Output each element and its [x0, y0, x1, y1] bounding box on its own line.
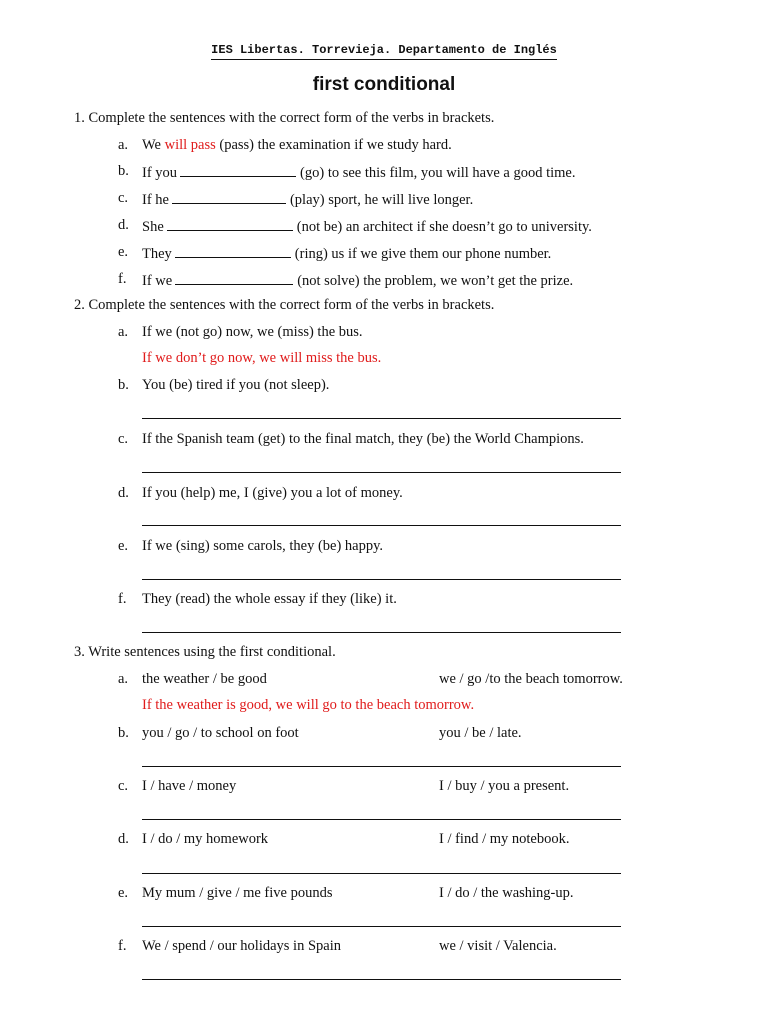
s1-example-post: (pass) the examination if we study hard.: [219, 137, 452, 153]
s1-example-sentence: [142, 138, 452, 153]
s1-letter-e: e.: [118, 244, 129, 260]
s1-item-c-pre: If he: [142, 192, 169, 208]
s2-item-c-prompt: If the Spanish team (get) to the final match, they (be) the World Champions.: [142, 431, 584, 447]
s1-example-answer: will pass: [164, 137, 216, 153]
s3-item-e-answer-line[interactable]: [142, 926, 621, 927]
s2-item-e-answer-line[interactable]: [142, 579, 621, 580]
s1-item-f-blank[interactable]: [175, 272, 293, 285]
s1-letter-a: a.: [118, 137, 129, 153]
s1-example-pre: We: [142, 137, 161, 153]
s1-item-f: [142, 272, 573, 289]
s3-example-left: the weather / be good: [142, 671, 267, 687]
s2-letter-e: e.: [118, 538, 129, 554]
s3-item-b-answer-line[interactable]: [142, 766, 621, 767]
s2-letter-f: f.: [118, 591, 127, 607]
s3-item-f-answer-line[interactable]: [142, 979, 621, 980]
s2-letter-b: b.: [118, 377, 129, 393]
s1-item-d-pre: She: [142, 219, 164, 235]
section-2-instruction: 2. Complete the sentences with the correct form of the verbs in brackets.: [74, 297, 495, 313]
s2-example-answer: If we don’t go now, we will miss the bus.: [142, 350, 382, 366]
s2-item-d-prompt: If you (help) me, I (give) you a lot of money.: [142, 485, 403, 501]
s2-item-f-answer-line[interactable]: [142, 632, 621, 633]
s1-item-d: [142, 218, 592, 235]
s2-letter-d: d.: [118, 485, 129, 501]
s1-item-b: [142, 164, 576, 181]
s1-item-f-post: (not solve) the problem, we won’t get the prize.: [297, 273, 574, 289]
s2-letter-c: c.: [118, 431, 129, 447]
s1-item-e-post: (ring) us if we give them our phone number.: [294, 246, 552, 262]
s1-letter-b: b.: [118, 163, 129, 179]
s1-item-c: [142, 191, 473, 208]
s3-letter-c: c.: [118, 778, 129, 794]
section-3-instruction: 3. Write sentences using the first conditional.: [74, 644, 336, 660]
s2-item-b-prompt: You (be) tired if you (not sleep).: [142, 377, 330, 393]
s3-item-b-left: you / go / to school on foot: [142, 725, 299, 741]
s3-letter-f: f.: [118, 938, 127, 954]
s1-item-d-blank[interactable]: [167, 218, 293, 231]
s3-item-c-answer-line[interactable]: [142, 819, 621, 820]
s2-item-d-answer-line[interactable]: [142, 525, 621, 526]
s3-letter-b: b.: [118, 725, 129, 741]
s3-item-d-answer-line[interactable]: [142, 873, 621, 874]
s2-item-c-answer-line[interactable]: [142, 472, 621, 473]
s1-item-c-post: (play) sport, he will live longer.: [289, 192, 474, 208]
s3-letter-a: a.: [118, 671, 129, 687]
s3-item-d-left: I / do / my homework: [142, 831, 269, 847]
s1-item-b-pre: If you: [142, 165, 178, 181]
section-1-instruction: 1. Complete the sentences with the correct form of the verbs in brackets.: [74, 110, 495, 126]
school-header: IES Libertas. Torrevieja. Departamento de Inglés: [0, 44, 768, 60]
s3-example-answer: If the weather is good, we will go to the beach tomorrow.: [142, 697, 475, 713]
s2-example-prompt: If we (not go) now, we (miss) the bus.: [142, 324, 363, 340]
s1-item-b-post: (go) to see this film, you will have a good time.: [300, 165, 576, 181]
s1-item-e-blank[interactable]: [175, 245, 291, 258]
s1-item-c-blank[interactable]: [172, 191, 286, 204]
s3-letter-d: d.: [118, 831, 129, 847]
s1-letter-f: f.: [118, 271, 127, 287]
s2-item-e-prompt: If we (sing) some carols, they (be) happy.: [142, 538, 384, 554]
s1-letter-c: c.: [118, 190, 129, 206]
s3-item-f-right: we / visit / Valencia.: [439, 938, 557, 954]
s1-letter-d: d.: [118, 217, 129, 233]
s2-item-f-prompt: They (read) the whole essay if they (like) it.: [142, 591, 397, 607]
s1-item-e: [142, 245, 551, 262]
s3-item-b-right: you / be / late.: [439, 725, 522, 741]
s3-item-e-right: I / do / the washing-up.: [439, 885, 574, 901]
s2-item-b-answer-line[interactable]: [142, 418, 621, 419]
s1-item-f-pre: If we: [142, 273, 173, 289]
s3-item-c-left: I / have / money: [142, 778, 237, 794]
s3-item-f-left: We / spend / our holidays in Spain: [142, 938, 341, 954]
s1-item-b-blank[interactable]: [180, 164, 296, 177]
s3-letter-e: e.: [118, 885, 129, 901]
worksheet-title: first conditional: [312, 74, 456, 95]
s1-item-e-pre: They: [142, 246, 172, 262]
s3-item-c-right: I / buy / you a present.: [439, 778, 570, 794]
s1-item-d-post: (not be) an architect if she doesn’t go to university.: [296, 219, 592, 235]
s3-example-right: we / go /to the beach tomorrow.: [439, 671, 623, 687]
s2-letter-a: a.: [118, 324, 129, 340]
s3-item-d-right: I / find / my notebook.: [439, 831, 570, 847]
s3-item-e-left: My mum / give / me five pounds: [142, 885, 333, 901]
